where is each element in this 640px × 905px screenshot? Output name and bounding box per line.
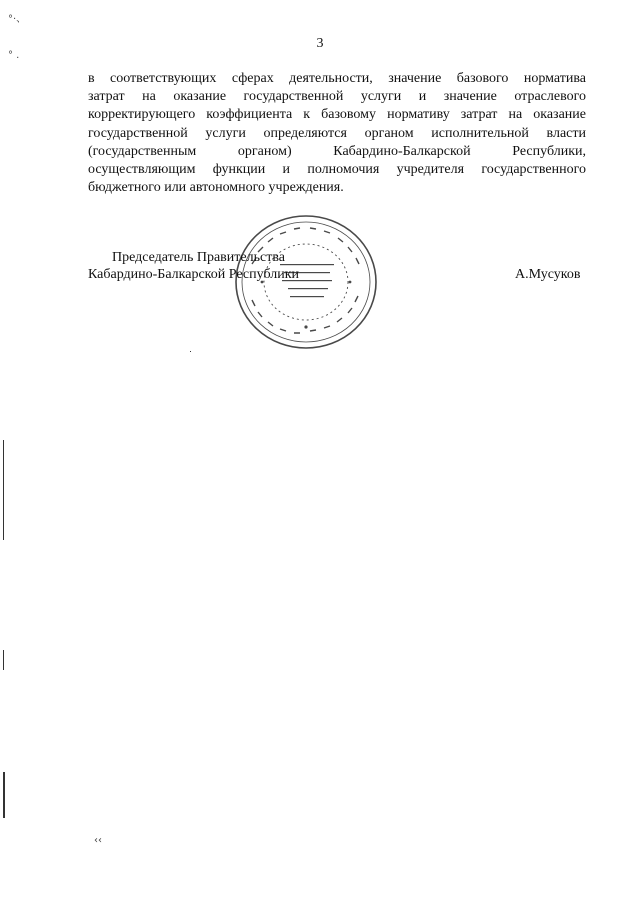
scan-artifact: [3, 440, 4, 540]
scan-artifact: °·、: [8, 14, 27, 25]
body-line: в соответствующих сферах деятельности, значение базового норматива: [88, 71, 586, 86]
signature-title-line-2: Кабардино-Балкарской Республики: [88, 267, 299, 282]
signatory-name: А.Мусуков: [515, 267, 581, 282]
scan-artifact: [3, 772, 5, 818]
body-line: государственной услуги определяются органом исполнительной власти: [88, 125, 586, 141]
body-line: бюджетного или автономного учреждения.: [88, 180, 344, 196]
scan-artifact: ‹‹: [94, 835, 102, 846]
body-paragraph: [88, 70, 586, 197]
body-line: корректирующего коэффициента к базовому нормативу затрат на оказание: [88, 107, 586, 123]
page-number: 3: [316, 36, 324, 51]
body-line: затрат на оказание государственной услуги и значение отраслевого: [88, 89, 586, 105]
signature-title-line-1: Председатель Правительства: [112, 250, 285, 265]
scan-artifact: [3, 650, 4, 670]
body-line: (государственным органом) Кабардино-Балкарской Республики,: [88, 143, 586, 159]
scan-artifact: ° .: [8, 50, 20, 61]
body-line: осуществляющим функции и полномочия учредителя государственного: [88, 161, 586, 177]
scan-artifact: [190, 351, 191, 352]
